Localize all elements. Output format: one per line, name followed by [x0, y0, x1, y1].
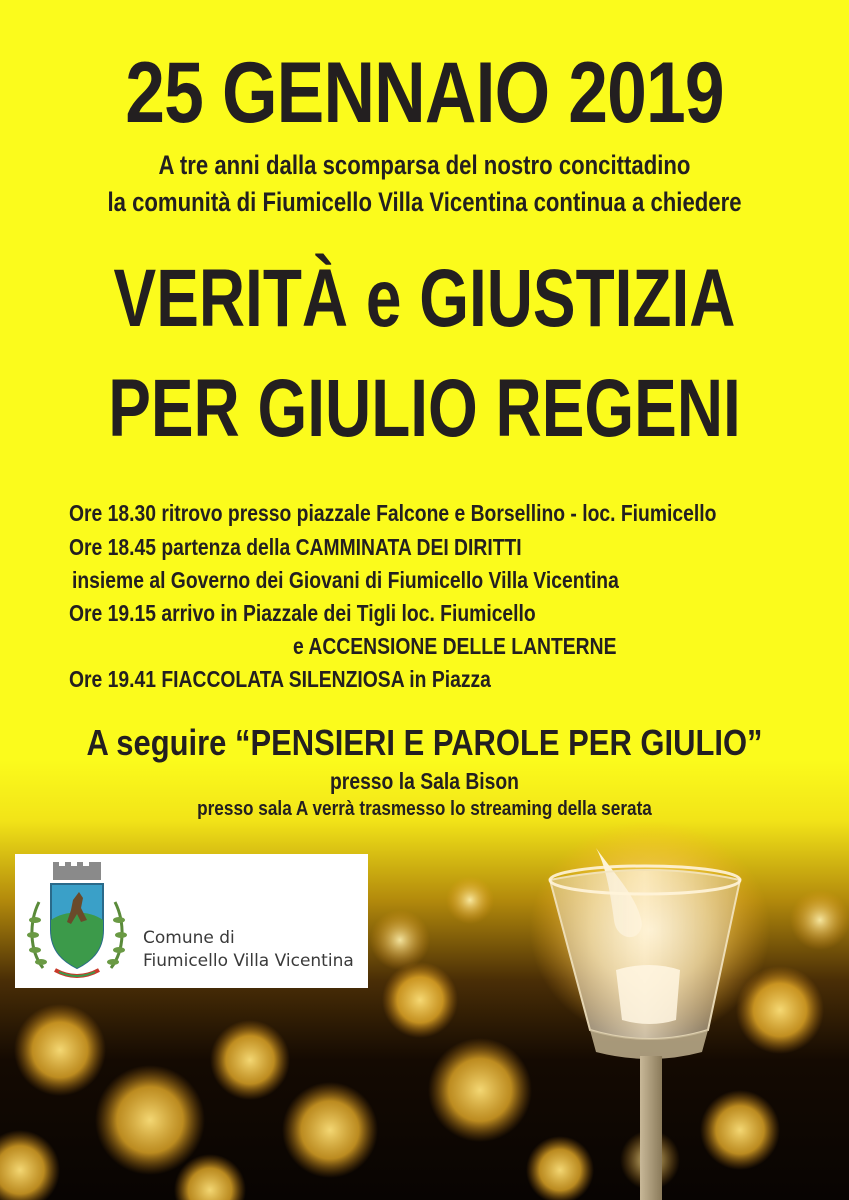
municipality-logo: [15, 854, 368, 988]
streaming-note: presso sala A verrà trasmesso lo streaming della serata: [197, 798, 652, 820]
event-date: 25 GENNAIO 2019: [125, 45, 724, 141]
schedule-line: Ore 19.15 arrivo in Piazzale dei Tigli loc. Fiumicello: [69, 600, 536, 626]
intro-line: A tre anni dalla scomparsa del nostro concittadino: [158, 150, 691, 180]
headline-line: VERITÀ e GIUSTIZIA: [113, 253, 736, 344]
schedule-line: Ore 19.41 FIACCOLATA SILENZIOSA in Piazza: [69, 666, 491, 692]
candle-lantern-illustration: [530, 820, 790, 1200]
intro-line: la comunità di Fiumicello Villa Vicentina continua a chiedere: [107, 187, 742, 217]
logo-line-2: Fiumicello Villa Vicentina: [143, 951, 354, 971]
municipal-crest-icon: [25, 860, 129, 982]
schedule-line: Ore 18.30 ritrovo presso piazzale Falcone e Borsellino - loc. Fiumicello: [69, 500, 717, 526]
logo-line-1: Comune di: [143, 928, 235, 948]
schedule-line: insieme al Governo dei Giovani di Fiumicello Villa Vicentina: [72, 567, 619, 593]
following-event-title: A seguire “PENSIERI E PAROLE PER GIULIO”: [86, 722, 763, 763]
schedule-line: e ACCENSIONE DELLE LANTERNE: [293, 633, 617, 659]
schedule-line: Ore 18.45 partenza della CAMMINATA DEI DIRITTI: [69, 534, 522, 560]
headline-line: PER GIULIO REGENI: [108, 363, 741, 454]
following-event-location: presso la Sala Bison: [330, 768, 519, 794]
